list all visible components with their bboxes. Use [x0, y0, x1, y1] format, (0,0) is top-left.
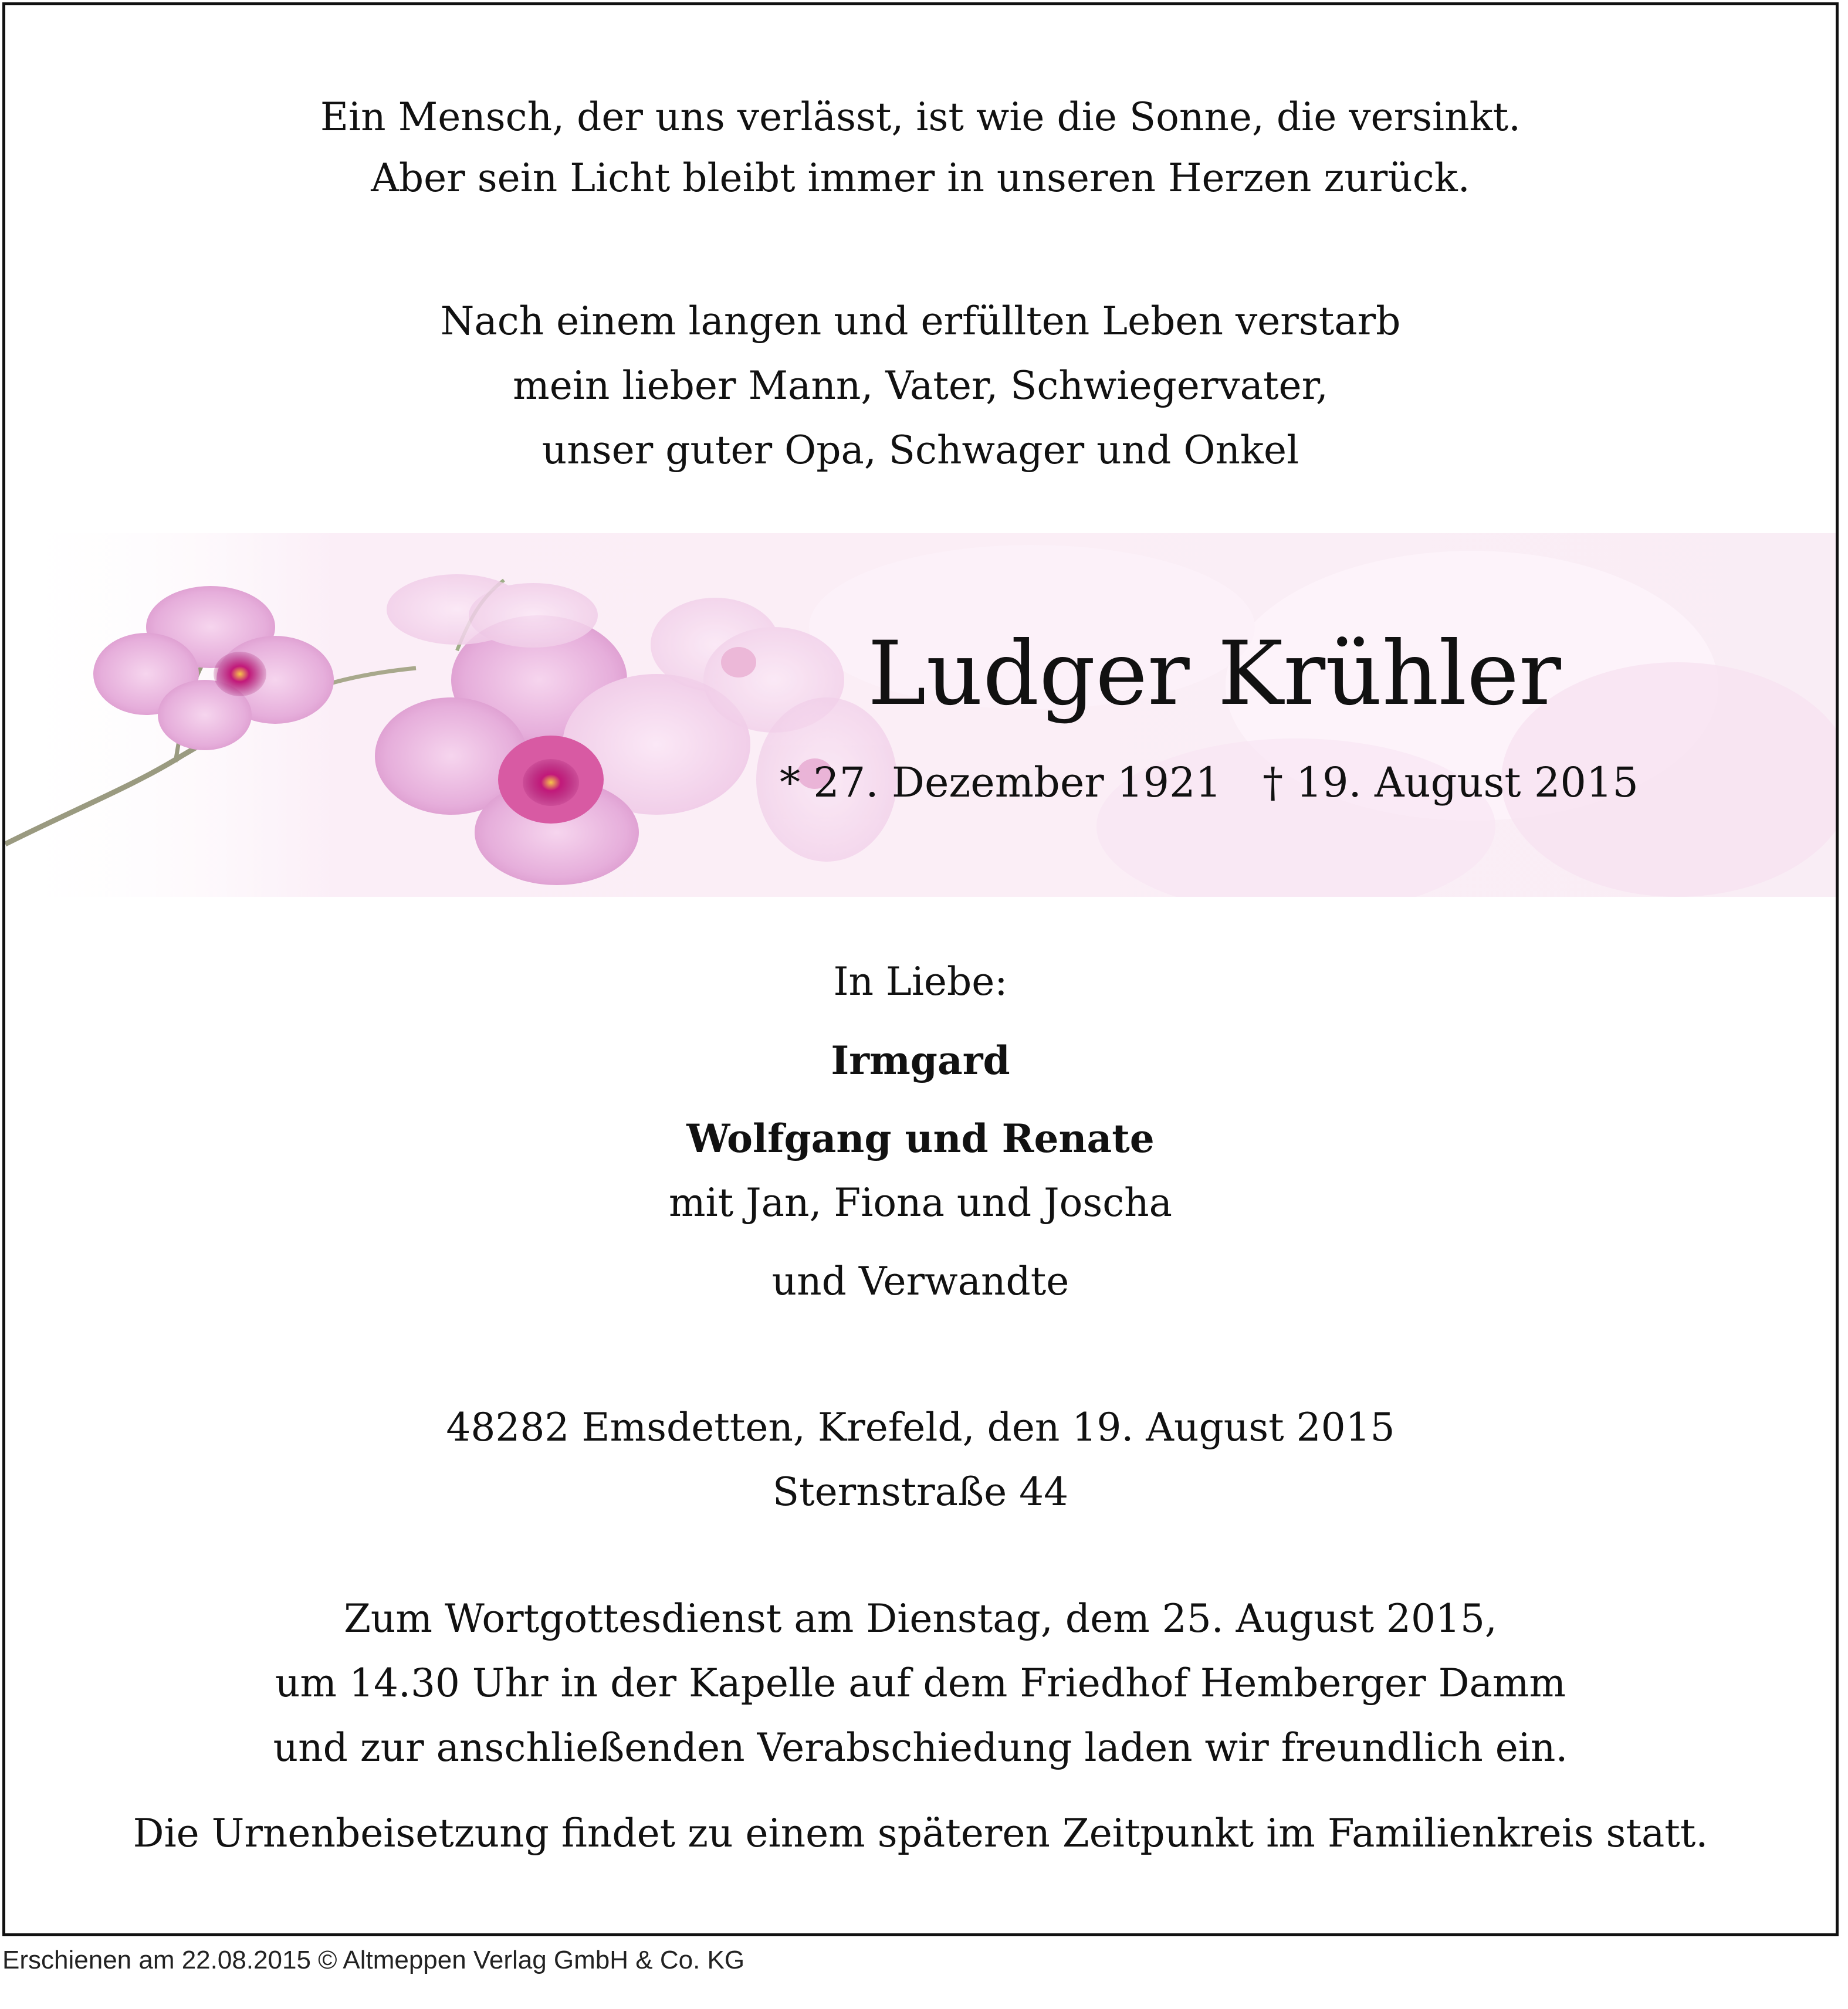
address-line-1: 48282 Emsdetten, Krefeld, den 19. August 2015 [446, 1405, 1395, 1450]
address-line-2: Sternstraße 44 [772, 1469, 1069, 1515]
birth-date: * 27. Dezember 1921 [780, 758, 1222, 807]
service-line-3: und zur anschließenden Verabschiedung laden wir freundlich ein. [273, 1725, 1568, 1770]
intro-line-3: unser guter Opa, Schwager und Onkel [541, 428, 1299, 473]
service-line-2: um 14.30 Uhr in der Kapelle auf dem Friedhof Hemberger Damm [275, 1661, 1566, 1706]
intro-line-1: Nach einem langen und erfüllten Leben verstarb [440, 299, 1401, 344]
verse-line-2: Aber sein Licht bleibt immer in unseren Herzen zurück. [371, 155, 1470, 201]
service-line-1: Zum Wortgottesdienst am Dienstag, dem 25. August 2015, [344, 1596, 1497, 1641]
death-date: † 19. August 2015 [1263, 758, 1639, 807]
publication-footer: Erschienen am 22.08.2015 © Altmeppen Verlag GmbH & Co. KG [2, 1946, 745, 1974]
mourner-relatives: und Verwandte [771, 1259, 1069, 1304]
life-dates [780, 758, 1639, 807]
mourners-heading: In Liebe: [833, 959, 1008, 1004]
obituary-notice [2, 2, 1839, 1936]
service-line-4: Die Urnenbeisetzung findet zu einem späteren Zeitpunkt im Familienkreis statt. [133, 1811, 1708, 1856]
verse-line-1: Ein Mensch, der uns verlässt, ist wie die Sonne, die versinkt. [320, 94, 1521, 140]
mourner-children: Wolfgang und Renate [686, 1116, 1155, 1161]
mourner-spouse: Irmgard [831, 1038, 1010, 1083]
intro-line-2: mein lieber Mann, Vater, Schwiegervater, [513, 363, 1328, 408]
mourner-grandchildren: mit Jan, Fiona und Joscha [668, 1180, 1173, 1225]
deceased-name: Ludger Krühler [868, 623, 1561, 725]
